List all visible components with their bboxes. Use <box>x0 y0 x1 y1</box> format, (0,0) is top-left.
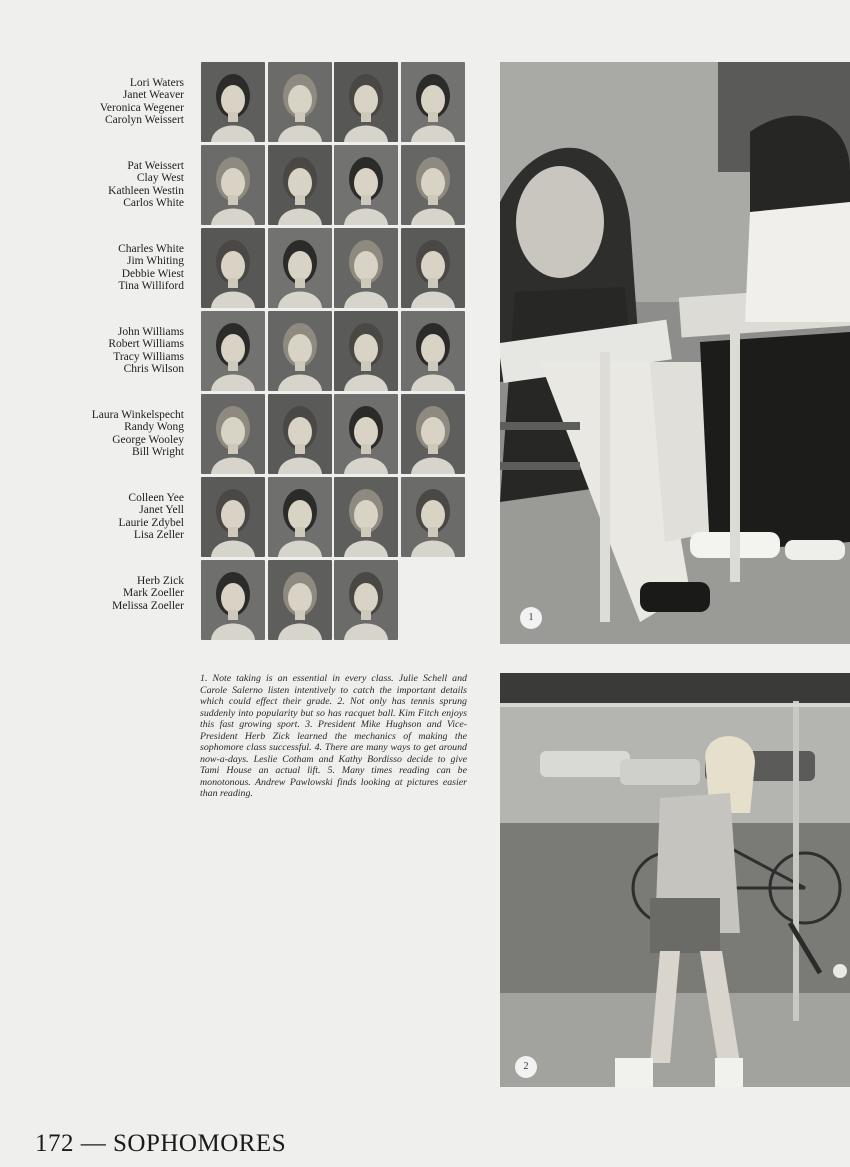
student-portrait <box>268 477 332 557</box>
student-name: Mark Zoeller <box>123 587 184 600</box>
student-name: John Williams <box>117 326 184 338</box>
student-name-block <box>4 160 184 209</box>
student-name: Carlos White <box>123 196 184 209</box>
student-name: Pat Weissert <box>127 160 184 172</box>
student-portrait <box>401 62 465 142</box>
student-name: Tina Williford <box>118 279 184 292</box>
student-portrait <box>334 145 398 225</box>
student-portrait <box>201 62 265 142</box>
student-portrait <box>201 394 265 474</box>
student-portrait <box>401 145 465 225</box>
student-name: Melissa Zoeller <box>112 599 184 612</box>
student-portrait <box>334 311 398 391</box>
student-name-block <box>4 243 184 292</box>
student-name: Kathleen Westin <box>108 184 184 197</box>
student-name: Debbie Wiest <box>121 267 184 280</box>
student-name: Lori Waters <box>129 77 184 89</box>
student-name: Charles White <box>118 243 184 255</box>
student-portrait <box>334 62 398 142</box>
student-portrait <box>334 228 398 308</box>
student-name: Jim Whiting <box>127 255 184 268</box>
student-portrait <box>201 228 265 308</box>
student-portrait <box>201 311 265 391</box>
student-name: Veronica Wegener <box>99 101 184 114</box>
student-name: Robert Williams <box>108 338 184 351</box>
student-name-block <box>4 409 184 458</box>
student-name: George Wooley <box>112 433 184 446</box>
student-name: Chris Wilson <box>123 362 184 375</box>
student-name: Laurie Zdybel <box>118 516 184 529</box>
photo-number-badge: 2 <box>515 1056 537 1078</box>
classroom-photo <box>500 62 850 644</box>
student-name-block <box>4 575 184 612</box>
student-name: Colleen Yee <box>128 492 184 504</box>
student-portrait <box>334 560 398 640</box>
page-folio: 172 — SOPHOMORES <box>35 1130 287 1157</box>
student-portrait <box>401 228 465 308</box>
student-portrait <box>268 62 332 142</box>
photo-caption: 1. Note taking is an essential in every class. Julie Schell and Carole Salerno listen intentively to catch the important details which could effect their grade. 2. Not only has tennis sprung suddenly into popularity but so has racquet ball. Kim Fitch enjoys this fast growing sport. 3. President Mike Hughson and Vice-President Herb Zick learned the mechanics of making the sophomore class successful. 4. There are many ways to get around now-a-days. Leslie Cotham and Kathy Bordisso decide to give Tami House an actual lift. 5. Many times reading can be monotonous. Andrew Pawlowski finds looking at pictures easier than reading. <box>200 673 467 800</box>
student-name: Laura Winkelspecht <box>91 409 184 421</box>
student-name: Clay West <box>136 172 184 185</box>
student-name: Carolyn Weissert <box>104 113 184 126</box>
student-name-block <box>4 326 184 375</box>
student-portrait <box>268 394 332 474</box>
student-portrait <box>268 145 332 225</box>
student-portrait <box>268 560 332 640</box>
student-portrait <box>334 477 398 557</box>
student-name-block <box>4 492 184 541</box>
student-name-block <box>4 77 184 126</box>
student-name: Janet Yell <box>139 504 184 517</box>
tennis-photo <box>500 673 850 1087</box>
student-portrait <box>201 145 265 225</box>
student-portrait <box>268 228 332 308</box>
photo-number-badge: 1 <box>520 607 542 629</box>
student-portrait <box>401 311 465 391</box>
student-portrait <box>401 394 465 474</box>
student-name: Lisa Zeller <box>133 528 184 541</box>
student-portrait <box>334 394 398 474</box>
student-name: Herb Zick <box>137 575 184 587</box>
student-name: Janet Weaver <box>122 89 184 102</box>
student-name: Tracy Williams <box>113 350 184 363</box>
student-portrait <box>201 560 265 640</box>
student-name: Randy Wong <box>124 421 184 434</box>
student-name: Bill Wright <box>131 445 184 458</box>
student-portrait <box>401 477 465 557</box>
student-portrait <box>268 311 332 391</box>
student-portrait <box>201 477 265 557</box>
